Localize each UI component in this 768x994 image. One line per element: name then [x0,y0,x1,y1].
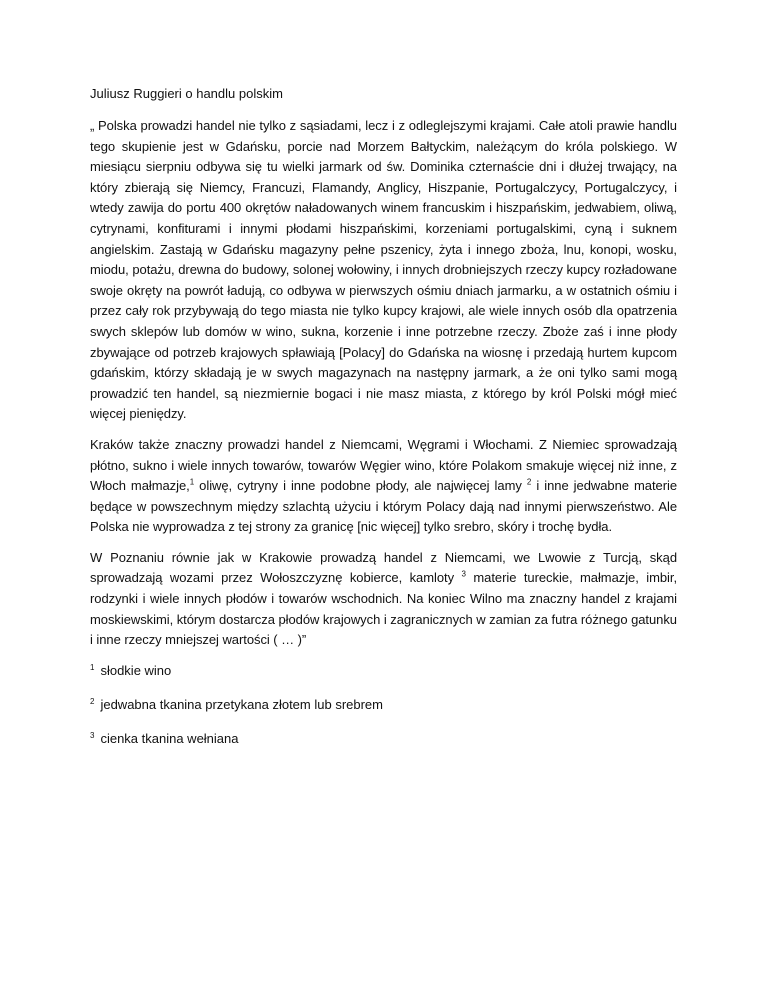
footnote-number: 1 [90,662,95,672]
paragraph-gdansk [90,116,677,425]
footnote-text: słodkie wino [100,662,172,678]
footnote-ref-1[interactable]: 1 [189,477,195,487]
paragraph-text: Kraków także znaczny prowadzi handel z Niemcami, Węgrami i Włochami. Z Niemiec sprowadzają płótno, sukno i wiele innych towarów, towarów Węgier wino, które Polakom smakuje więcej niż inne, z Włoch małmazje, [90,436,677,494]
paragraph-text: „ Polska prowadzi handel nie tylko z sąsiadami, lecz i z odleglejszymi krajami. Całe atoli prawie handlu tego skupienie jest w Gdańsku, porcie nad Morzem Bałtyckim, należącym do króla polskiego. W miesiącu sierpniu odbywa się tu wielki jarmark od św. Dominika czternaście dni i dłużej trwający, na który zbierają się Niemcy, Francuzi, Flamandy, Anglicy, Hiszpanie, Portugalczycy, Portugalczycy, i wtedy zawija do portu 400 okrętów naładowanych winem francuskim i hiszpańskim, jedwabiem, oliwą, cytrynami, konfiturami i innymi płodami hiszpańskimi, korzeniami portugalskimi, cyną i suknem angielskim. Zastają w Gdańsku magazyny pełne pszenicy, żyta i innego zboża, lnu, konopi, wosku, miodu, potażu, drewna do budowy, solonej wołowiny, i innych drobniejszych rzeczy kupcy rozładowane swoje okręty na powrót ładują, co odbywa w pierwszych ośmiu dniach jarmarku, a w ostatnich ośmiu i przez cały rok przybywają do tego miasta nie tylko kupcy krajowi, ale wiele innych osób dla opatrzenia swych sklepów lub domów w wino, sukna, korzenie i inne potrzebne rzeczy. Zboże zaś i inne płody zbywające od potrzeb krajowych spławiają [Polacy] do Gdańska na wiosnę i przedają hurtem kupcom gdańskim, którzy składają je w swych magazynach na następny jarmark, a że oni tylko sami mogą prowadzić ten handel, są niezmiernie bogaci i nie masz miasta, z którego by król Polski mógł mieć więcej pieniędzy. [90,118,677,422]
document-title: Juliusz Ruggieri o handlu polskim [90,86,283,101]
paragraph-text: materie tureckie, małmazje, imbir, rodzynki i wiele innych płodów i towarów wschodnich. Na koniec Wilno ma znaczny handel z krajami moskiewskimi, którym dostarcza płodów krajowych i zagranicznych w zamian za futra różnego gatunku i inne rzeczy mniejszej wartości ( … )” [90,570,678,648]
paragraph-krakow [90,435,677,538]
footnotes [90,661,677,763]
paragraph-poznan [90,548,677,651]
footnote-1 [90,661,677,695]
footnote-number: 2 [90,696,95,706]
paragraph-text: i inne jedwabne materie będące w powszechnym między szlachtą użyciu i którym Polacy dają nad innymi pierwszeństwo. Ale Polska nie wyprowadza z tej strony za granicę [nic więcej] tylko srebro, skóry i trochę bydła. [90,478,677,535]
footnote-2 [90,695,677,729]
document-page [90,84,677,763]
footnote-3 [90,729,677,763]
footnote-text: cienka tkanina wełniana [100,730,239,746]
paragraph-text: oliwę, cytryny i inne podobne płody, ale najwięcej lamy [194,478,527,494]
footnote-ref-3[interactable]: 3 [461,570,466,580]
footnote-text: jedwabna tkanina przetykana złotem lub srebrem [100,696,383,712]
paragraph-text: W Poznaniu równie jak w Krakowie prowadzą handel z Niemcami, we Lwowie z Turcją, skąd sprowadzają wozami przez Wołoszczyznę kobierce, kamloty [90,549,677,586]
footnote-ref-2[interactable]: 2 [526,477,532,487]
footnote-number: 3 [90,730,95,740]
